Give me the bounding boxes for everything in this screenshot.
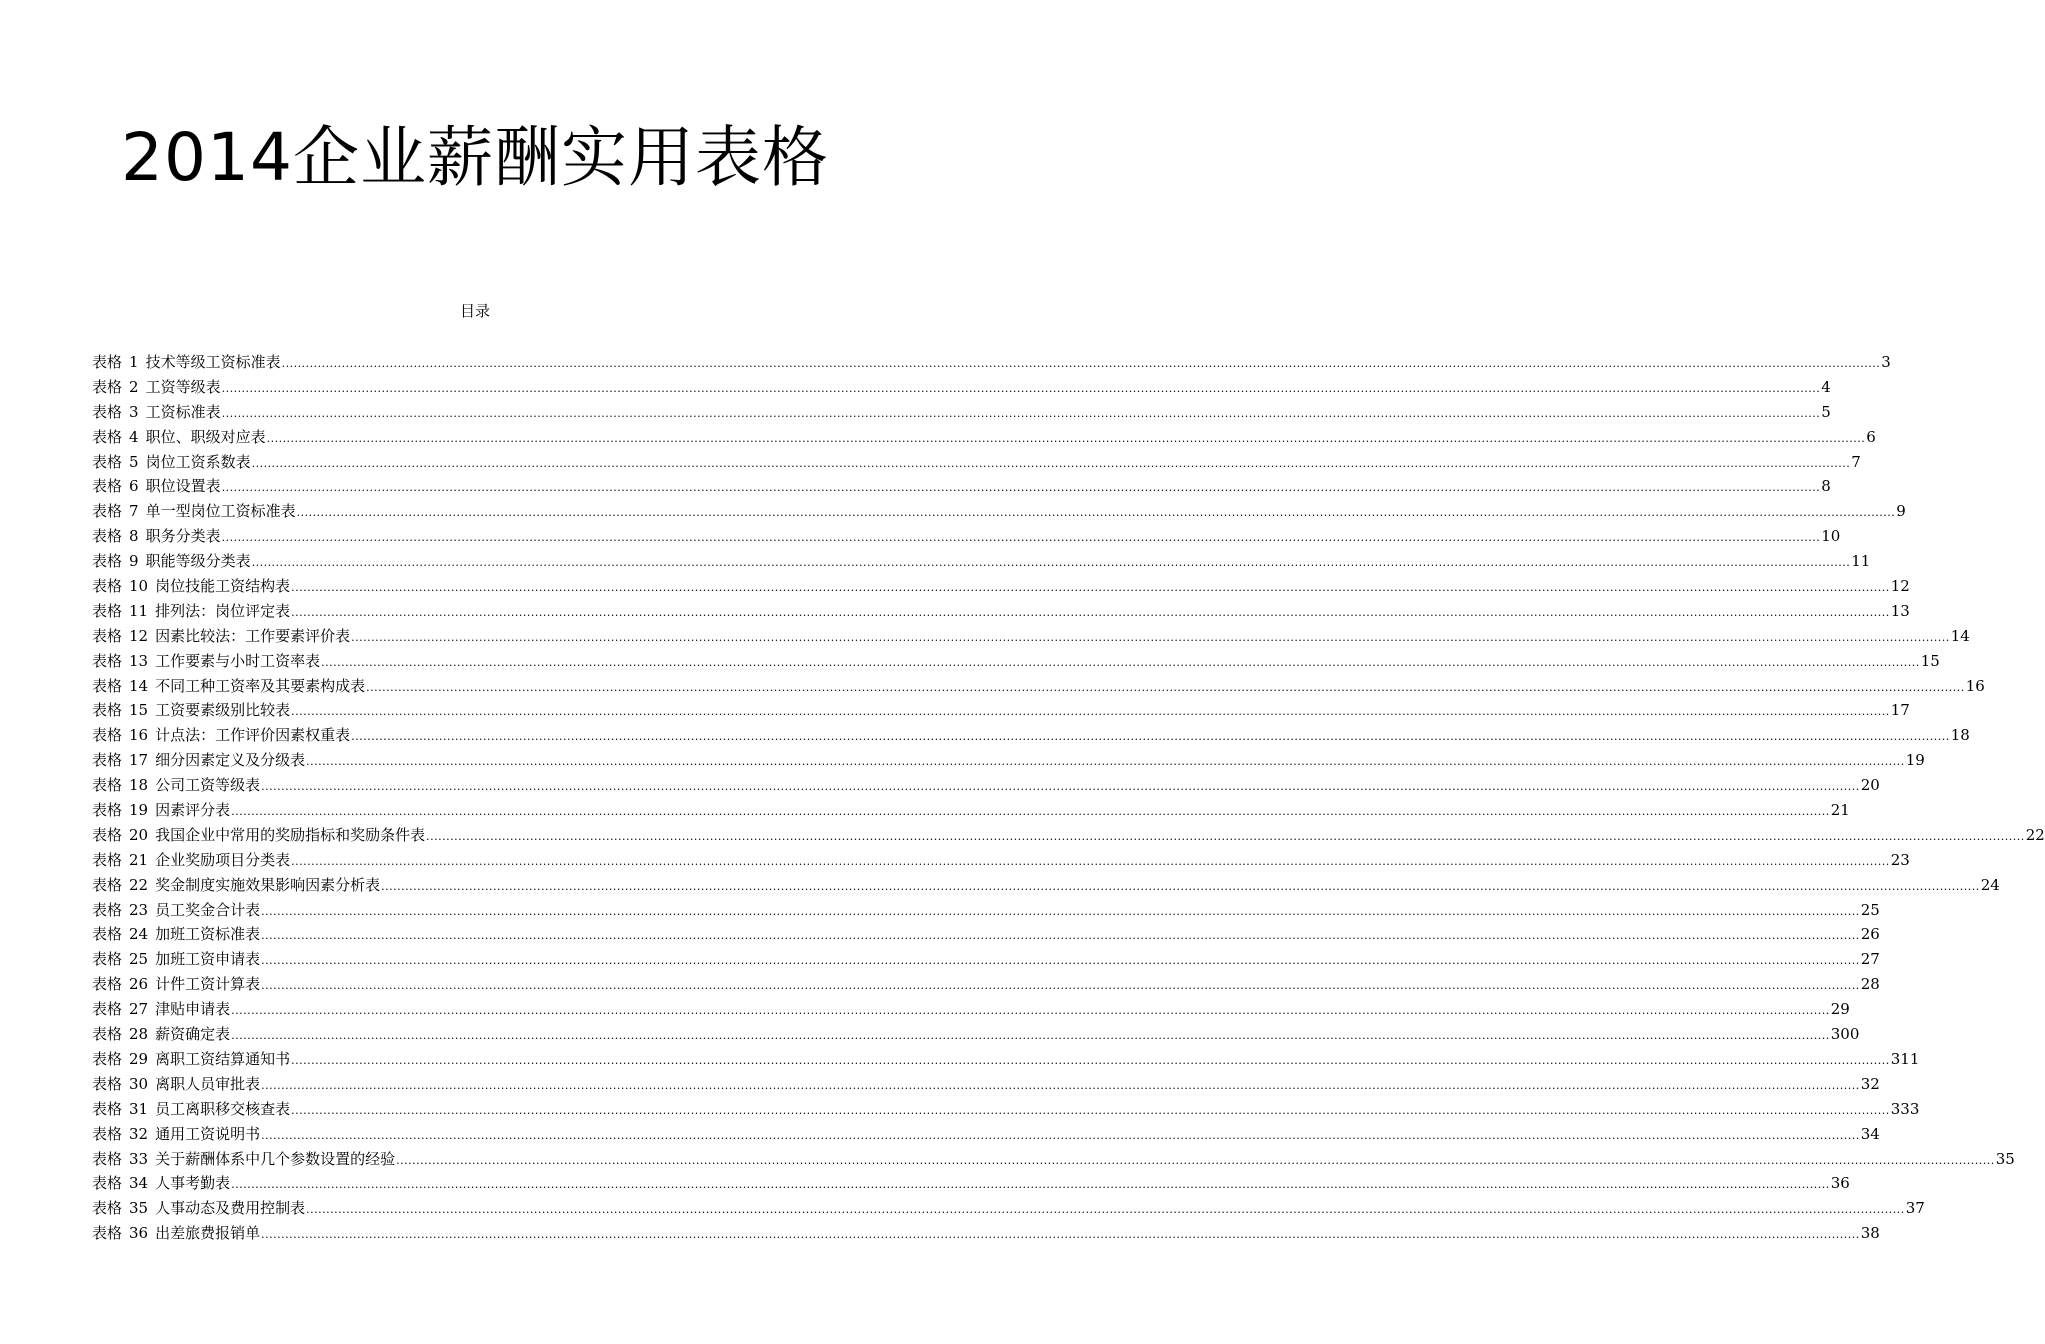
toc-entry-label xyxy=(92,723,350,748)
toc-entry-prefix: 表格 xyxy=(92,1025,123,1044)
toc-entry-page: 14 xyxy=(1950,626,1970,645)
toc-leader-dots: ................................................................................................................................................................................................................................................................................................................................................................................................................ xyxy=(261,954,1860,968)
toc-entry-number: 4 xyxy=(129,427,139,446)
toc-entry-page: 300 xyxy=(1830,1025,1860,1044)
toc-entry-number: 15 xyxy=(129,701,149,720)
toc-entry-title: 职位、职级对应表 xyxy=(145,427,266,446)
toc-leader-dots: ................................................................................................................................................................................................................................................................................................................................................................................................................ xyxy=(306,1203,1905,1217)
toc-leader-dots: ................................................................................................................................................................................................................................................................................................................................................................................................................ xyxy=(291,1053,1890,1067)
toc-entry-number: 30 xyxy=(129,1074,149,1093)
toc-entry-prefix: 表格 xyxy=(92,950,123,969)
toc-entry-label xyxy=(92,798,230,823)
toc-entry-title: 职能等级分类表 xyxy=(145,552,251,571)
toc-entry-number: 25 xyxy=(129,950,149,969)
toc-entry-number: 11 xyxy=(129,601,149,620)
toc-entry-number: 26 xyxy=(129,975,149,994)
toc-entry-label xyxy=(92,400,221,425)
table-of-contents xyxy=(92,350,2045,1246)
toc-leader-dots: ................................................................................................................................................................................................................................................................................................................................................................................................................ xyxy=(281,357,1881,370)
toc-entry-number: 8 xyxy=(129,527,139,546)
toc-leader-dots: ................................................................................................................................................................................................................................................................................................................................................................................................................ xyxy=(261,780,1860,794)
toc-entry-page: 3 xyxy=(1881,353,1891,371)
toc-entry-prefix: 表格 xyxy=(92,1049,123,1068)
toc-entry-title: 工资等级表 xyxy=(145,377,221,396)
toc-entry-label xyxy=(92,898,260,923)
toc-entry-page: 29 xyxy=(1830,1000,1850,1019)
toc-entry-label xyxy=(92,773,260,798)
toc-entry-prefix: 表格 xyxy=(92,1149,123,1168)
toc-entry-number: 14 xyxy=(129,676,149,695)
toc-entry-13[interactable] xyxy=(92,649,1940,674)
toc-leader-dots: ................................................................................................................................................................................................................................................................................................................................................................................................................ xyxy=(321,655,1920,669)
toc-entry-label xyxy=(92,848,290,873)
toc-entry-title: 通用工资说明书 xyxy=(155,1124,261,1143)
toc-entry-number: 31 xyxy=(129,1099,149,1118)
toc-entry-prefix: 表格 xyxy=(92,427,123,446)
toc-entry-number: 36 xyxy=(129,1224,149,1243)
toc-entry-number: 13 xyxy=(129,651,149,670)
toc-entry-page: 311 xyxy=(1890,1049,1920,1068)
toc-entry-prefix: 表格 xyxy=(92,1099,123,1118)
toc-entry-prefix: 表格 xyxy=(92,651,123,670)
toc-leader-dots: ................................................................................................................................................................................................................................................................................................................................................................................................................ xyxy=(221,381,1821,395)
toc-leader-dots: ................................................................................................................................................................................................................................................................................................................................................................................................................ xyxy=(291,854,1890,868)
toc-entry-number: 24 xyxy=(129,925,149,944)
toc-entry-26[interactable] xyxy=(92,972,1880,997)
toc-entry-title: 工资要素级别比较表 xyxy=(155,701,291,720)
toc-entry-label xyxy=(92,997,230,1022)
toc-entry-label xyxy=(92,574,290,599)
toc-entry-prefix: 表格 xyxy=(92,850,123,869)
toc-entry-label xyxy=(92,1196,305,1221)
toc-entry-number: 29 xyxy=(129,1049,149,1068)
toc-entry-page: 36 xyxy=(1830,1174,1850,1193)
toc-entry-prefix: 表格 xyxy=(92,776,123,795)
toc-entry-number: 6 xyxy=(129,477,139,496)
toc-leader-dots: ................................................................................................................................................................................................................................................................................................................................................................................................................ xyxy=(351,630,1950,644)
toc-entry-14[interactable] xyxy=(92,674,1985,699)
toc-entry-5[interactable] xyxy=(92,450,1861,475)
toc-entry-prefix: 表格 xyxy=(92,751,123,770)
toc-entry-8[interactable] xyxy=(92,524,1841,549)
toc-entry-number: 35 xyxy=(129,1199,149,1218)
toc-entry-35[interactable] xyxy=(92,1196,1925,1221)
toc-entry-label xyxy=(92,1171,230,1196)
toc-leader-dots: ................................................................................................................................................................................................................................................................................................................................................................................................................ xyxy=(231,805,1830,819)
toc-entry-title: 企业奖励项目分类表 xyxy=(155,850,291,869)
toc-entry-number: 7 xyxy=(129,502,139,521)
toc-entry-number: 21 xyxy=(129,850,149,869)
toc-entry-page: 21 xyxy=(1830,801,1850,820)
toc-entry-25[interactable] xyxy=(92,947,1880,972)
toc-entry-title: 单一型岗位工资标准表 xyxy=(145,502,296,521)
toc-entry-title: 岗位技能工资结构表 xyxy=(155,577,291,596)
toc-entry-number: 10 xyxy=(129,577,149,596)
toc-entry-label xyxy=(92,524,221,549)
toc-entry-label xyxy=(92,1047,290,1072)
toc-entry-prefix: 表格 xyxy=(92,825,123,844)
toc-entry-prefix: 表格 xyxy=(92,1074,123,1093)
toc-entry-page: 5 xyxy=(1821,402,1831,421)
toc-entry-page: 10 xyxy=(1821,527,1841,546)
toc-entry-title: 关于薪酬体系中几个参数设置的经验 xyxy=(155,1149,396,1168)
toc-entry-number: 5 xyxy=(129,452,139,471)
toc-entry-label xyxy=(92,674,365,699)
toc-entry-title: 人事考勤表 xyxy=(155,1174,231,1193)
toc-entry-title: 因素比较法：工作要素评价表 xyxy=(155,626,351,645)
toc-entry-title: 我国企业中常用的奖励指标和奖励条件表 xyxy=(155,825,426,844)
toc-entry-page: 17 xyxy=(1890,701,1910,720)
toc-entry-number: 12 xyxy=(129,626,149,645)
toc-entry-title: 员工离职移交核查表 xyxy=(155,1099,291,1118)
toc-entry-prefix: 表格 xyxy=(92,900,123,919)
toc-entry-prefix: 表格 xyxy=(92,353,123,371)
toc-leader-dots: ................................................................................................................................................................................................................................................................................................................................................................................................................ xyxy=(291,1103,1890,1117)
toc-entry-title: 岗位工资系数表 xyxy=(145,452,251,471)
toc-entry-prefix: 表格 xyxy=(92,477,123,496)
toc-leader-dots: ................................................................................................................................................................................................................................................................................................................................................................................................................ xyxy=(251,556,1851,570)
toc-entry-title: 出差旅费报销单 xyxy=(155,1224,261,1243)
toc-entry-label xyxy=(92,1122,260,1147)
toc-entry-prefix: 表格 xyxy=(92,626,123,645)
toc-entry-label xyxy=(92,1097,290,1122)
toc-entry-page: 23 xyxy=(1890,850,1910,869)
toc-entry-24[interactable] xyxy=(92,922,1880,947)
toc-entry-36[interactable] xyxy=(92,1221,1880,1246)
toc-entry-number: 18 xyxy=(129,776,149,795)
toc-entry-page: 18 xyxy=(1950,726,1970,745)
toc-entry-32[interactable] xyxy=(92,1122,1880,1147)
toc-entry-page: 333 xyxy=(1890,1099,1920,1118)
toc-entry-label xyxy=(92,375,221,400)
toc-leader-dots: ................................................................................................................................................................................................................................................................................................................................................................................................................ xyxy=(261,929,1860,943)
toc-entry-page: 16 xyxy=(1965,676,1985,695)
toc-leader-dots: ................................................................................................................................................................................................................................................................................................................................................................................................................ xyxy=(291,581,1890,595)
toc-entry-label xyxy=(92,350,281,375)
toc-entry-label xyxy=(92,624,350,649)
toc-leader-dots: ................................................................................................................................................................................................................................................................................................................................................................................................................ xyxy=(231,1004,1830,1018)
toc-entry-title: 职务分类表 xyxy=(145,527,221,546)
toc-entry-number: 17 xyxy=(129,751,149,770)
toc-entry-page: 13 xyxy=(1890,601,1910,620)
toc-entry-number: 3 xyxy=(129,402,139,421)
toc-entry-prefix: 表格 xyxy=(92,1199,123,1218)
toc-entry-label xyxy=(92,922,260,947)
toc-entry-prefix: 表格 xyxy=(92,925,123,944)
toc-entry-prefix: 表格 xyxy=(92,1000,123,1019)
toc-entry-title: 排列法：岗位评定表 xyxy=(155,601,291,620)
toc-entry-33[interactable] xyxy=(92,1147,2015,1172)
toc-entry-prefix: 表格 xyxy=(92,875,123,894)
toc-entry-number: 19 xyxy=(129,801,149,820)
toc-leader-dots: ................................................................................................................................................................................................................................................................................................................................................................................................................ xyxy=(351,730,1950,744)
toc-entry-label xyxy=(92,499,296,524)
toc-entry-title: 工作要素与小时工资率表 xyxy=(155,651,321,670)
toc-entry-title: 不同工种工资率及其要素构成表 xyxy=(155,676,366,695)
toc-entry-title: 公司工资等级表 xyxy=(155,776,261,795)
toc-leader-dots: ................................................................................................................................................................................................................................................................................................................................................................................................................ xyxy=(261,904,1860,918)
toc-entry-number: 20 xyxy=(129,825,149,844)
toc-leader-dots: ................................................................................................................................................................................................................................................................................................................................................................................................................ xyxy=(291,605,1890,619)
toc-entry-11[interactable] xyxy=(92,599,1910,624)
toc-entry-27[interactable] xyxy=(92,997,1850,1022)
toc-entry-17[interactable] xyxy=(92,748,1925,773)
toc-entry-2[interactable] xyxy=(92,375,1831,400)
toc-leader-dots: ................................................................................................................................................................................................................................................................................................................................................................................................................ xyxy=(381,879,1980,893)
toc-entry-number: 1 xyxy=(129,353,139,371)
toc-entry-16[interactable] xyxy=(92,723,1970,748)
toc-entry-prefix: 表格 xyxy=(92,801,123,820)
toc-entry-prefix: 表格 xyxy=(92,601,123,620)
toc-entry-title: 离职工资结算通知书 xyxy=(155,1049,291,1068)
toc-entry-number: 34 xyxy=(129,1174,149,1193)
toc-entry-label xyxy=(92,873,380,898)
toc-entry-title: 加班工资申请表 xyxy=(155,950,261,969)
toc-entry-number: 2 xyxy=(129,377,139,396)
toc-entry-page: 28 xyxy=(1860,975,1880,994)
toc-entry-34[interactable] xyxy=(92,1171,1850,1196)
toc-entry-29[interactable] xyxy=(92,1047,1920,1072)
toc-entry-title: 计件工资计算表 xyxy=(155,975,261,994)
toc-leader-dots: ................................................................................................................................................................................................................................................................................................................................................................................................................ xyxy=(261,979,1860,993)
toc-entry-prefix: 表格 xyxy=(92,377,123,396)
toc-entry-title: 薪资确定表 xyxy=(155,1025,231,1044)
toc-entry-number: 32 xyxy=(129,1124,149,1143)
toc-entry-page: 38 xyxy=(1860,1224,1880,1243)
toc-entry-label xyxy=(92,1147,395,1172)
toc-entry-page: 32 xyxy=(1860,1074,1880,1093)
toc-entry-page: 11 xyxy=(1851,552,1871,571)
toc-entry-title: 细分因素定义及分级表 xyxy=(155,751,306,770)
toc-entry-title: 奖金制度实施效果影响因素分析表 xyxy=(155,875,381,894)
toc-entry-number: 28 xyxy=(129,1025,149,1044)
toc-entry-31[interactable] xyxy=(92,1097,1920,1122)
toc-entry-prefix: 表格 xyxy=(92,452,123,471)
toc-heading: 目录 xyxy=(459,302,490,320)
toc-entry-21[interactable] xyxy=(92,848,1910,873)
toc-entry-1[interactable] xyxy=(92,350,1891,375)
toc-leader-dots: ................................................................................................................................................................................................................................................................................................................................................................................................................ xyxy=(221,531,1821,545)
toc-leader-dots: ................................................................................................................................................................................................................................................................................................................................................................................................................ xyxy=(396,1153,1995,1167)
toc-entry-7[interactable] xyxy=(92,499,1906,524)
toc-entry-number: 23 xyxy=(129,900,149,919)
toc-entry-page: 12 xyxy=(1890,577,1910,596)
toc-entry-prefix: 表格 xyxy=(92,701,123,720)
toc-entry-30[interactable] xyxy=(92,1072,1880,1097)
toc-entry-label xyxy=(92,1022,230,1047)
toc-entry-prefix: 表格 xyxy=(92,676,123,695)
toc-entry-23[interactable] xyxy=(92,898,1880,923)
toc-entry-label xyxy=(92,599,290,624)
toc-entry-label xyxy=(92,823,425,848)
toc-entry-page: 20 xyxy=(1860,776,1880,795)
toc-entry-label xyxy=(92,698,290,723)
toc-entry-number: 16 xyxy=(129,726,149,745)
toc-entry-label xyxy=(92,972,260,997)
toc-entry-page: 6 xyxy=(1866,427,1876,446)
toc-entry-number: 27 xyxy=(129,1000,149,1019)
toc-entry-prefix: 表格 xyxy=(92,1124,123,1143)
document-title: 2014企业薪酬实用表格 xyxy=(121,119,829,196)
toc-leader-dots: ................................................................................................................................................................................................................................................................................................................................................................................................................ xyxy=(261,1078,1860,1092)
toc-leader-dots: ................................................................................................................................................................................................................................................................................................................................................................................................................ xyxy=(306,755,1905,769)
toc-entry-15[interactable] xyxy=(92,698,1910,723)
toc-entry-22[interactable] xyxy=(92,873,2000,898)
toc-leader-dots: ................................................................................................................................................................................................................................................................................................................................................................................................................ xyxy=(261,1128,1860,1142)
toc-leader-dots: ................................................................................................................................................................................................................................................................................................................................................................................................................ xyxy=(221,406,1821,420)
toc-entry-page: 15 xyxy=(1920,651,1940,670)
toc-entry-page: 19 xyxy=(1905,751,1925,770)
toc-entry-label xyxy=(92,474,221,499)
toc-entry-title: 津贴申请表 xyxy=(155,1000,231,1019)
toc-entry-page: 35 xyxy=(1995,1149,2015,1168)
toc-entry-title: 工资标准表 xyxy=(145,402,221,421)
toc-entry-12[interactable] xyxy=(92,624,1970,649)
toc-leader-dots: ................................................................................................................................................................................................................................................................................................................................................................................................................ xyxy=(426,829,2025,843)
toc-entry-page: 8 xyxy=(1821,477,1831,496)
toc-entry-title: 人事动态及费用控制表 xyxy=(155,1199,306,1218)
toc-entry-label xyxy=(92,947,260,972)
toc-entry-title: 计点法：工作评价因素权重表 xyxy=(155,726,351,745)
toc-entry-title: 加班工资标准表 xyxy=(155,925,261,944)
toc-entry-title: 技术等级工资标准表 xyxy=(145,353,281,371)
toc-entry-label xyxy=(92,425,266,450)
toc-entry-prefix: 表格 xyxy=(92,552,123,571)
toc-leader-dots: ................................................................................................................................................................................................................................................................................................................................................................................................................ xyxy=(291,705,1890,719)
toc-entry-19[interactable] xyxy=(92,798,1850,823)
toc-leader-dots: ................................................................................................................................................................................................................................................................................................................................................................................................................ xyxy=(266,431,1866,445)
toc-entry-prefix: 表格 xyxy=(92,1174,123,1193)
toc-entry-prefix: 表格 xyxy=(92,502,123,521)
toc-leader-dots: ................................................................................................................................................................................................................................................................................................................................................................................................................ xyxy=(221,481,1821,495)
toc-entry-prefix: 表格 xyxy=(92,577,123,596)
toc-entry-number: 22 xyxy=(129,875,149,894)
toc-entry-page: 9 xyxy=(1896,502,1906,521)
toc-entry-title: 员工奖金合计表 xyxy=(155,900,261,919)
toc-entry-18[interactable] xyxy=(92,773,1880,798)
toc-entry-10[interactable] xyxy=(92,574,1910,599)
toc-entry-page: 34 xyxy=(1860,1124,1880,1143)
toc-entry-prefix: 表格 xyxy=(92,975,123,994)
toc-entry-20[interactable] xyxy=(92,823,2045,848)
toc-entry-28[interactable] xyxy=(92,1022,1860,1047)
toc-leader-dots: ................................................................................................................................................................................................................................................................................................................................................................................................................ xyxy=(231,1029,1830,1043)
toc-entry-label xyxy=(92,748,305,773)
toc-entry-prefix: 表格 xyxy=(92,402,123,421)
toc-entry-page: 24 xyxy=(1980,875,2000,894)
toc-entry-prefix: 表格 xyxy=(92,726,123,745)
toc-entry-3[interactable] xyxy=(92,400,1831,425)
toc-entry-label xyxy=(92,1221,260,1246)
toc-entry-page: 37 xyxy=(1905,1199,1925,1218)
toc-entry-page: 27 xyxy=(1860,950,1880,969)
toc-leader-dots: ................................................................................................................................................................................................................................................................................................................................................................................................................ xyxy=(261,1228,1860,1242)
toc-leader-dots: ................................................................................................................................................................................................................................................................................................................................................................................................................ xyxy=(366,680,1965,694)
toc-entry-6[interactable] xyxy=(92,474,1831,499)
toc-entry-page: 22 xyxy=(2025,825,2045,844)
toc-leader-dots: ................................................................................................................................................................................................................................................................................................................................................................................................................ xyxy=(251,456,1851,470)
toc-entry-label xyxy=(92,649,320,674)
toc-entry-title: 离职人员审批表 xyxy=(155,1074,261,1093)
toc-entry-prefix: 表格 xyxy=(92,1224,123,1243)
toc-entry-prefix: 表格 xyxy=(92,527,123,546)
toc-entry-page: 25 xyxy=(1860,900,1880,919)
toc-entry-number: 9 xyxy=(129,552,139,571)
toc-entry-title: 因素评分表 xyxy=(155,801,231,820)
toc-entry-label xyxy=(92,450,251,475)
toc-leader-dots: ................................................................................................................................................................................................................................................................................................................................................................................................................ xyxy=(296,506,1896,520)
toc-entry-page: 7 xyxy=(1851,452,1861,471)
toc-entry-4[interactable] xyxy=(92,425,1876,450)
toc-leader-dots: ................................................................................................................................................................................................................................................................................................................................................................................................................ xyxy=(231,1178,1830,1192)
toc-entry-label xyxy=(92,549,251,574)
toc-entry-title: 职位设置表 xyxy=(145,477,221,496)
toc-entry-9[interactable] xyxy=(92,549,1871,574)
toc-entry-page: 26 xyxy=(1860,925,1880,944)
toc-entry-label xyxy=(92,1072,260,1097)
toc-entry-number: 33 xyxy=(129,1149,149,1168)
toc-entry-page: 4 xyxy=(1821,377,1831,396)
